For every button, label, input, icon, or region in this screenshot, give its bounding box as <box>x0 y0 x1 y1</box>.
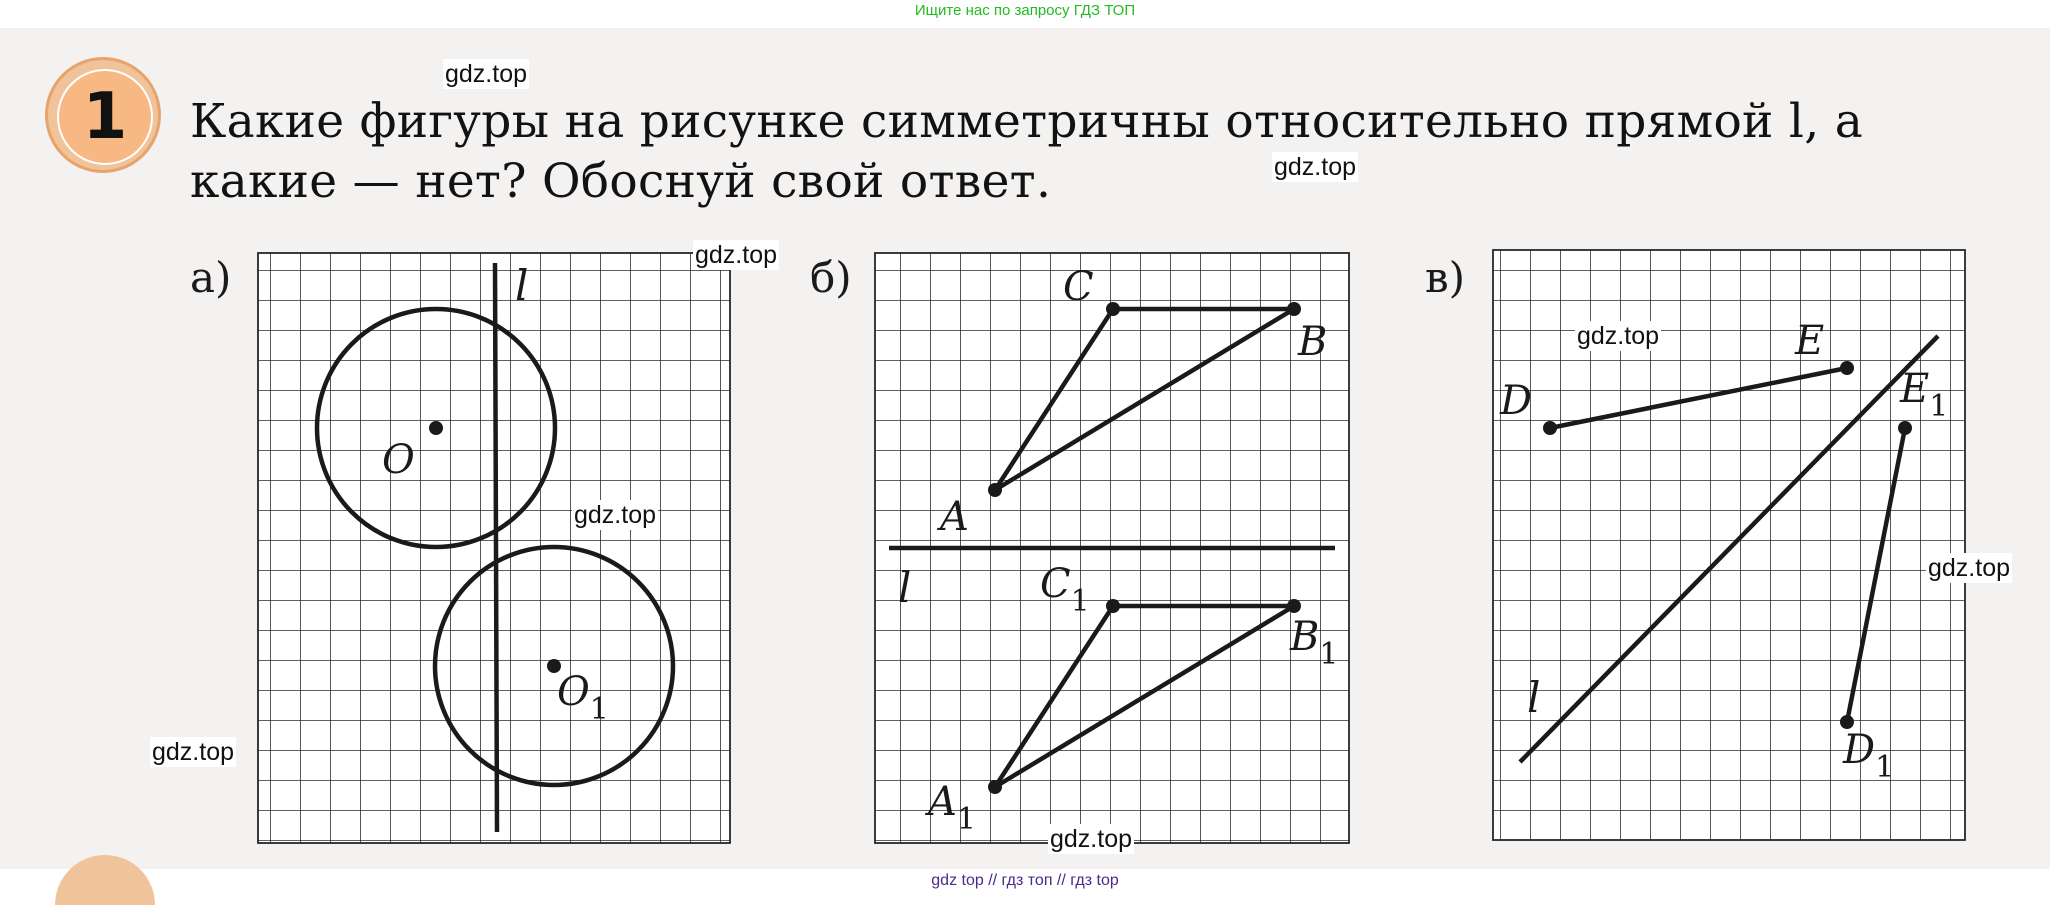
figure-v-grid <box>1493 250 1965 840</box>
figure-b-label-B1-letter: B <box>1290 614 1320 660</box>
figure-b-point-B1 <box>1287 599 1301 613</box>
figure-b-label-C: C <box>1063 264 1094 310</box>
watermark-2: gdz.top <box>1274 153 1357 181</box>
figure-b-point-A1 <box>988 780 1002 794</box>
task-number: 1 <box>57 69 153 165</box>
figure-b-point-C1 <box>1106 599 1120 613</box>
task-text-line-2: какие — нет? Обоснуй свой ответ. <box>190 154 1052 209</box>
figure-v <box>1425 250 1965 840</box>
figure-v-label-E: E <box>1795 318 1825 364</box>
figure-v-label: в) <box>1425 253 1466 302</box>
figure-b-line-l-label: l <box>898 563 912 612</box>
watermark-5: gdz.top <box>574 501 657 529</box>
figure-b-label-C1-letter: C <box>1040 561 1071 607</box>
watermark-8: gdz.top <box>1050 825 1133 853</box>
figure-a-label-O: O <box>382 437 415 483</box>
figure-b <box>810 253 1349 843</box>
top-watermark-banner[interactable]: Ищите нас по запросу ГДЗ ТОП <box>914 2 1136 19</box>
figure-a-center-O <box>429 421 443 435</box>
figure-b-point-A <box>988 483 1002 497</box>
figure-v-label-E1-letter: E <box>1900 366 1930 412</box>
figure-v-point-D <box>1543 421 1557 435</box>
figure-a-label-O1-sub: 1 <box>589 692 609 727</box>
figure-v-label-D: D <box>1500 378 1533 424</box>
figure-v-label-E1-sub: 1 <box>1929 389 1949 424</box>
figure-b-label: б) <box>810 253 852 302</box>
task-text-line-1: Какие фигуры на рисунке симметричны относительно прямой l, а <box>190 94 1864 149</box>
figure-b-point-B <box>1287 302 1301 316</box>
figure-a-line-l <box>495 263 497 832</box>
figure-v-line-l-label: l <box>1527 673 1541 722</box>
watermark-7: gdz.top <box>152 738 235 766</box>
watermark-1: gdz.top <box>445 60 528 88</box>
figure-b-label-A: A <box>940 494 969 540</box>
figure-v-label-D1-sub: 1 <box>1875 750 1895 785</box>
figure-a-line-l-label: l <box>515 261 529 310</box>
bottom-watermark-banner[interactable]: gdz top // гдз топ // гдз top <box>931 872 1119 889</box>
watermark-6: gdz.top <box>1928 554 2011 582</box>
figure-b-label-B1-sub: 1 <box>1319 637 1339 672</box>
figure-a-label-O1-letter: O <box>557 669 590 715</box>
figure-a-label: а) <box>190 253 232 302</box>
watermark-4: gdz.top <box>1577 322 1660 350</box>
figure-b-label-A1-letter: A <box>928 779 957 825</box>
figure-a <box>190 253 730 843</box>
figure-v-point-E1 <box>1898 421 1912 435</box>
figure-v-label-D1-letter: D <box>1843 727 1876 773</box>
figure-b-label-C1-sub: 1 <box>1070 584 1090 619</box>
figure-b-point-C <box>1106 302 1120 316</box>
figure-b-label-A1-sub: 1 <box>956 802 976 837</box>
figure-b-label-B: B <box>1298 319 1328 365</box>
watermark-3: gdz.top <box>695 241 778 269</box>
figure-v-point-E <box>1840 361 1854 375</box>
